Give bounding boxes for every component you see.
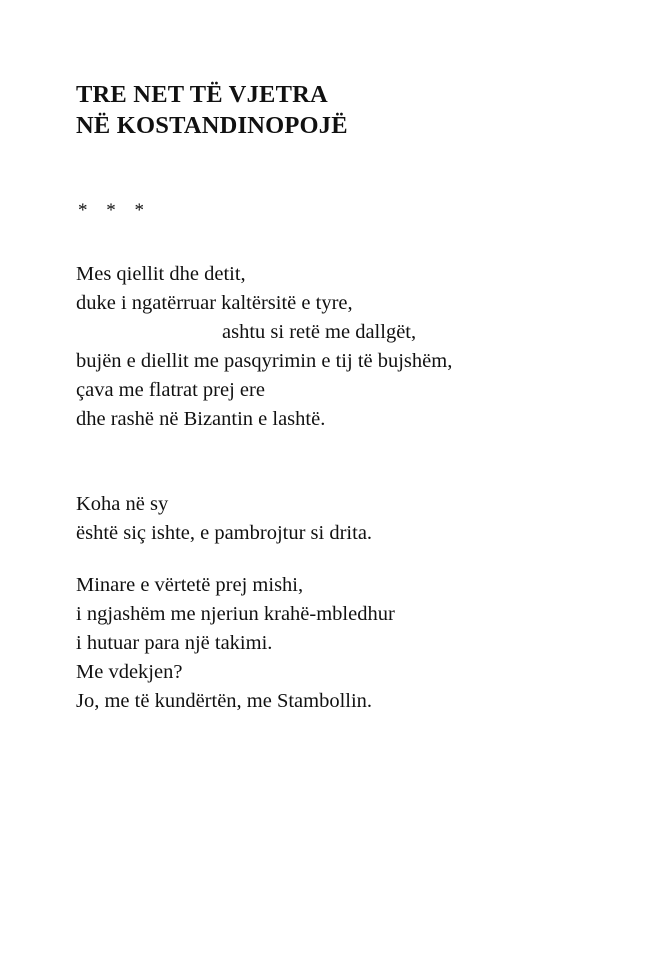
poem-title-line-1: TRE NET TË VJETRA [76,81,328,108]
stanza-2 [76,490,372,548]
asterism-separator: * * * [78,200,145,221]
verse-line: Minare e vërtetë prej mishi, [76,574,304,596]
verse-line: bujën e diellit me pasqyrimin e tij të bujshëm, [76,350,453,372]
verse-line: i hutuar para një takimi. [76,632,273,654]
verse-line: duke i ngatërruar kaltërsitë e tyre, [76,292,353,314]
verse-line: Jo, me të kundërtën, me Stambollin. [76,690,373,712]
verse-line-indented: ashtu si retë me dallgët, [222,321,417,343]
verse-line: është siç ishte, e pambrojtur si drita. [76,522,373,544]
verse-line: Mes qiellit dhe detit, [76,263,246,285]
poem-title [76,79,348,141]
poem-title-line-2: NË KOSTANDINOPOJË [76,112,348,139]
verse-line: i ngjashëm me njeriun krahë-mbledhur [76,603,395,625]
verse-line: Me vdekjen? [76,661,183,683]
verse-line: çava me flatrat prej ere [76,379,265,401]
stanza-1 [76,260,452,434]
verse-line: Koha në sy [76,493,169,515]
verse-line: dhe rashë në Bizantin e lashtë. [76,408,326,430]
stanza-3 [76,571,395,716]
